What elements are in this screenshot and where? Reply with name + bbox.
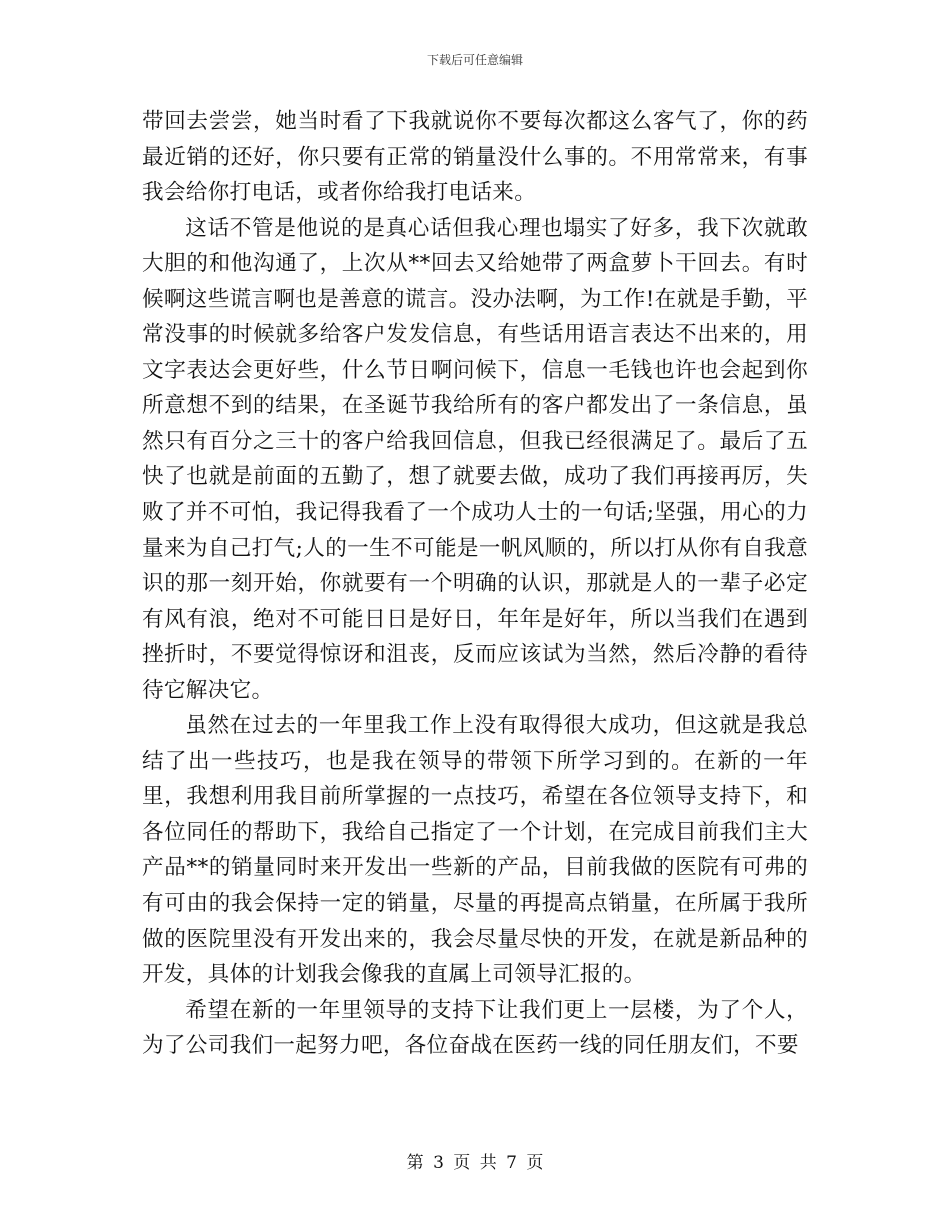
paragraph-3: 虽然在过去的一年里我工作上没有取得很大成功，但这就是我总结了出一些技巧，也是我在领导的带领下所学习到的。在新的一年里，我想利用我目前所掌握的一点技巧，希望在各位领导支持下，和各位同任的帮助下，我给自己指定了一个计划，在完成目前我们主大产品**的销量同时来开发出一些新的产品，目前我做的医院有可弗的有可由的我会保持一定的销量，尽量的再提高点销量，在所属于我所做的医院里没有开发出来的，我会尽量尽快的开发，在就是新品种的开发，具体的计划我会像我的直属上司领导汇报的。 — [142, 713, 808, 988]
page-number-footer: 第 3 页 共 7 页 — [406, 1153, 544, 1173]
paragraph-1: 带回去尝尝，她当时看了下我就说你不要每次都这么客气了，你的药最近销的还好，你只要有正常的销量没什么事的。不用常常来，有事我会给你打电话，或者你给我打电话来。 — [142, 109, 808, 206]
paragraph-2: 这话不管是他说的是真心话但我心理也塌实了好多，我下次就敢大胆的和他沟通了，上次从**回去又给她带了两盒萝卜干回去。有时候啊这些谎言啊也是善意的谎言。没办法啊，为工作!在就是手勤，平常没事的时候就多给客户发发信息，有些话用语言表达不出来的，用文字表达会更好些，什么节日啊问候下，信息一毛钱也许也会起到你所意想不到的结果，在圣诞节我给所有的客户都发出了一条信息，虽然只有百分之三十的客户给我回信息，但我已经很满足了。最后了五快了也就是前面的五勤了，想了就要去做，成功了我们再接再厉，失败了并不可怕，我记得我看了一个成功人士的一句话;坚强，用心的力量来为自己打气;人的一生不可能是一帆风顺的，所以打从你有自我意识的那一刻开始，你就要有一个明确的认识，那就是人的一辈子必定有风有浪，绝对不可能日日是好日，年年是好年，所以当我们在遇到挫折时，不要觉得惊讶和沮丧，反而应该试为当然，然后冷静的看待待它解决它。 — [142, 215, 808, 703]
paragraph-4: 希望在新的一年里领导的支持下让我们更上一层楼，为了个人，为了公司我们一起努力吧，各位奋战在医药一线的同任朋友们，不要 — [142, 997, 808, 1059]
document-body — [142, 104, 808, 1064]
page-header-note: 下载后可任意编辑 — [426, 53, 523, 67]
